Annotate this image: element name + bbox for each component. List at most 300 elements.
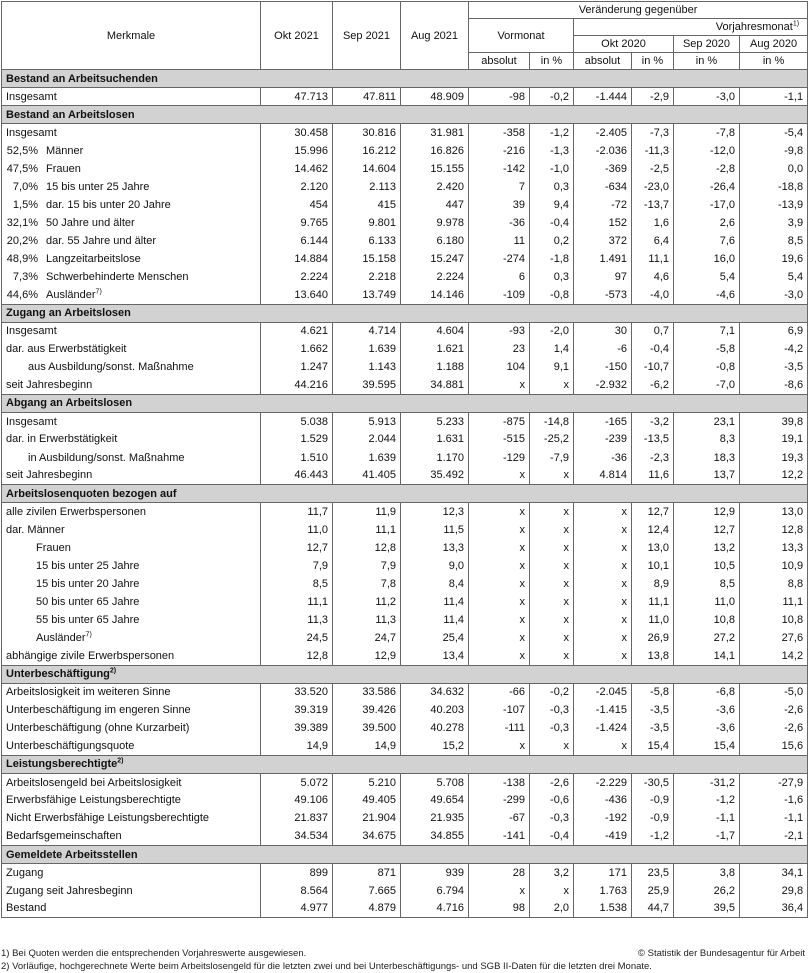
cell-value: 27,2 <box>674 629 740 647</box>
cell-value: 13.749 <box>333 286 401 304</box>
cell-value: -0,9 <box>632 791 674 809</box>
cell-value: -0,3 <box>530 701 574 719</box>
cell-value: 1.247 <box>261 358 333 376</box>
cell-value: -1,6 <box>740 791 808 809</box>
cell-value: 5.233 <box>401 412 469 430</box>
cell-value: -0,6 <box>530 791 574 809</box>
cell-value: 4.621 <box>261 322 333 340</box>
footnote-marker: 7) <box>85 631 92 639</box>
cell-value: 5.038 <box>261 412 333 430</box>
cell-value: 48.909 <box>401 88 469 106</box>
section-header-row <box>2 70 808 88</box>
cell-value: -2,0 <box>530 322 574 340</box>
row-label <box>2 882 261 900</box>
cell-value: -299 <box>469 791 530 809</box>
row-label-text: Insgesamt <box>6 90 57 103</box>
cell-value: 1.763 <box>574 882 632 900</box>
cell-value: 14.146 <box>401 286 469 304</box>
row-label-text: seit Jahresbeginn <box>6 379 93 392</box>
row-label <box>2 160 261 178</box>
cell-value: 5.708 <box>401 773 469 791</box>
row-label-text: Unterbeschäftigung (ohne Kurzarbeit) <box>6 722 190 735</box>
footnote-1: 1) Bei Quoten werden die entsprechenden Vorjahreswerte ausgewiesen. <box>1 948 307 959</box>
cell-value: -2,3 <box>632 448 674 466</box>
cell-value: -165 <box>574 412 632 430</box>
cell-value: 30.458 <box>261 124 333 142</box>
cell-value: 40.278 <box>401 719 469 737</box>
labour-market-table <box>1 1 808 918</box>
row-label-text: Frauen <box>46 162 81 175</box>
row-label <box>2 737 261 755</box>
cell-value: 11,1 <box>261 593 333 611</box>
cell-value: 6,4 <box>632 232 674 250</box>
cell-value: -875 <box>469 412 530 430</box>
cell-value: -1,7 <box>674 827 740 845</box>
row-label-text: 50 Jahre und älter <box>46 216 135 229</box>
cell-value: -23,0 <box>632 178 674 196</box>
cell-value: 25,4 <box>401 629 469 647</box>
cell-value: 6.144 <box>261 232 333 250</box>
header-vormonat: Vormonat <box>469 19 574 53</box>
cell-value: x <box>530 467 574 485</box>
header-inpct-sep2020: in % <box>674 53 740 70</box>
section-header-row <box>2 755 808 773</box>
cell-value: -18,8 <box>740 178 808 196</box>
cell-value: 11,4 <box>401 593 469 611</box>
row-label-text: dar. 55 Jahre und älter <box>46 234 157 247</box>
cell-value: -3,5 <box>632 719 674 737</box>
cell-value: 16.212 <box>333 142 401 160</box>
cell-value: 39.319 <box>261 701 333 719</box>
cell-value: 0,3 <box>530 268 574 286</box>
header-inpct-vormonat: in % <box>530 53 574 70</box>
cell-value: -36 <box>469 214 530 232</box>
cell-value: x <box>530 575 574 593</box>
cell-value: -8,6 <box>740 376 808 394</box>
cell-value: 3,2 <box>530 864 574 882</box>
cell-value: 14,2 <box>740 647 808 665</box>
cell-value: 8,5 <box>740 232 808 250</box>
row-label-text: Langzeitarbeitslose <box>46 252 141 265</box>
row-label <box>2 701 261 719</box>
table-row <box>2 719 808 737</box>
cell-value: 6.794 <box>401 882 469 900</box>
cell-value: -2,8 <box>674 160 740 178</box>
cell-value: x <box>469 737 530 755</box>
section-title-text: Abgang an Arbeitslosen <box>6 397 133 410</box>
cell-value: -129 <box>469 448 530 466</box>
cell-value: 11,9 <box>333 503 401 521</box>
cell-value: -1.415 <box>574 701 632 719</box>
cell-value: 7,8 <box>333 575 401 593</box>
cell-value: -6,2 <box>632 376 674 394</box>
cell-value: 47.811 <box>333 88 401 106</box>
cell-value: 16,0 <box>674 250 740 268</box>
footnotes <box>1 947 807 973</box>
cell-value: 15.247 <box>401 250 469 268</box>
row-label <box>2 521 261 539</box>
cell-value: 2.420 <box>401 178 469 196</box>
cell-value: 2.224 <box>261 268 333 286</box>
cell-value: -0,8 <box>530 286 574 304</box>
cell-value: 12,3 <box>401 503 469 521</box>
cell-value: 11,1 <box>632 250 674 268</box>
row-label <box>2 629 261 647</box>
cell-value: 11,5 <box>401 521 469 539</box>
cell-value: -11,3 <box>632 142 674 160</box>
cell-value: 8,9 <box>632 575 674 593</box>
cell-value: x <box>574 575 632 593</box>
cell-value: 6.133 <box>333 232 401 250</box>
row-label <box>2 719 261 737</box>
cell-value: 39.595 <box>333 376 401 394</box>
row-label <box>2 430 261 448</box>
cell-value: 13,4 <box>401 647 469 665</box>
table-row <box>2 376 808 394</box>
header-aug-2020: Aug 2020 <box>740 36 808 53</box>
cell-value: x <box>530 557 574 575</box>
cell-value: 12,7 <box>674 521 740 539</box>
table-header <box>2 2 808 70</box>
cell-value: -7,0 <box>674 376 740 394</box>
cell-value: 47.713 <box>261 88 333 106</box>
table-row <box>2 467 808 485</box>
row-label-text: Arbeitslosigkeit im weiteren Sinne <box>6 686 171 699</box>
row-label <box>2 557 261 575</box>
cell-value: -107 <box>469 701 530 719</box>
section-fill <box>261 755 808 773</box>
row-label-text: Ausländer <box>46 288 96 301</box>
row-label <box>2 467 261 485</box>
cell-value: x <box>530 593 574 611</box>
cell-value: -12,0 <box>674 142 740 160</box>
cell-value: 2.224 <box>401 268 469 286</box>
row-label-text: Bedarfsgemeinschaften <box>6 830 122 843</box>
cell-value: 26,2 <box>674 882 740 900</box>
table-row <box>2 88 808 106</box>
table-row <box>2 142 808 160</box>
cell-value: 7,9 <box>261 557 333 575</box>
table-row <box>2 448 808 466</box>
cell-value: -3,5 <box>632 701 674 719</box>
cell-value: x <box>574 737 632 755</box>
cell-value: 2.120 <box>261 178 333 196</box>
row-label <box>2 575 261 593</box>
cell-value: 0,0 <box>740 160 808 178</box>
cell-value: 36,4 <box>740 900 808 918</box>
cell-value: -0,4 <box>632 340 674 358</box>
cell-value: 23,1 <box>674 412 740 430</box>
cell-value: 1.491 <box>574 250 632 268</box>
table-row <box>2 196 808 214</box>
table-row <box>2 557 808 575</box>
section-fill <box>261 304 808 322</box>
share-percent: 48,9% <box>6 252 38 265</box>
row-label <box>2 340 261 358</box>
cell-value: -4,0 <box>632 286 674 304</box>
row-label-text: Frauen <box>36 541 71 554</box>
cell-value: 40.203 <box>401 701 469 719</box>
cell-value: 39,8 <box>740 412 808 430</box>
row-label-text: Insgesamt <box>6 415 57 428</box>
cell-value: -17,0 <box>674 196 740 214</box>
cell-value: 8,3 <box>674 430 740 448</box>
cell-value: 19,6 <box>740 250 808 268</box>
section-title-text: Leistungsberechtigte <box>6 758 118 771</box>
row-label-text: 15 bis unter 25 Jahre <box>36 559 140 572</box>
header-veraenderung: Veränderung gegenüber <box>469 2 808 19</box>
cell-value: -109 <box>469 286 530 304</box>
section-title-text: Bestand an Arbeitsuchenden <box>6 72 158 85</box>
row-label <box>2 791 261 809</box>
section-header-row <box>2 394 808 412</box>
cell-value: -31,2 <box>674 773 740 791</box>
cell-value: -0,3 <box>530 719 574 737</box>
cell-value: 46.443 <box>261 467 333 485</box>
cell-value: -67 <box>469 809 530 827</box>
cell-value: -7,9 <box>530 448 574 466</box>
section-fill <box>261 106 808 124</box>
section-title <box>2 304 261 322</box>
table-row <box>2 791 808 809</box>
cell-value: 8,5 <box>261 575 333 593</box>
row-label <box>2 503 261 521</box>
cell-value: 14.604 <box>333 160 401 178</box>
table-row <box>2 864 808 882</box>
cell-value: x <box>469 882 530 900</box>
cell-value: -515 <box>469 430 530 448</box>
cell-value: x <box>530 647 574 665</box>
table-row <box>2 430 808 448</box>
cell-value: 4,6 <box>632 268 674 286</box>
cell-value: -0,9 <box>632 809 674 827</box>
table-row <box>2 178 808 196</box>
cell-value: 13,3 <box>401 539 469 557</box>
cell-value: 12,8 <box>740 521 808 539</box>
share-percent: 44,6% <box>6 288 38 301</box>
cell-value: 899 <box>261 864 333 882</box>
cell-value: 33.520 <box>261 683 333 701</box>
header-merkmale: Merkmale <box>2 2 261 70</box>
cell-value: 14,9 <box>261 737 333 755</box>
cell-value: 11,0 <box>632 611 674 629</box>
cell-value: 1.529 <box>261 430 333 448</box>
table-row <box>2 737 808 755</box>
table-row <box>2 503 808 521</box>
cell-value: -7,8 <box>674 124 740 142</box>
cell-value: 7,9 <box>333 557 401 575</box>
cell-value: x <box>469 593 530 611</box>
cell-value: x <box>469 557 530 575</box>
cell-value: 15.158 <box>333 250 401 268</box>
cell-value: 13,3 <box>740 539 808 557</box>
source-credit: © Statistik der Bundesagentur für Arbeit <box>637 948 805 959</box>
cell-value: -98 <box>469 88 530 106</box>
row-label-text: dar. aus Erwerbstätigkeit <box>6 343 127 356</box>
row-label <box>2 268 261 286</box>
section-title-text: Unterbeschäftigung <box>6 668 110 681</box>
footnote-1-line <box>1 947 807 960</box>
cell-value: 2,6 <box>674 214 740 232</box>
cell-value: 29,8 <box>740 882 808 900</box>
row-label-text: dar. 15 bis unter 20 Jahre <box>46 198 171 211</box>
cell-value: 25,9 <box>632 882 674 900</box>
cell-value: x <box>574 521 632 539</box>
header-sep-2021: Sep 2021 <box>333 2 401 70</box>
cell-value: -0,2 <box>530 683 574 701</box>
cell-value: 4.814 <box>574 467 632 485</box>
cell-value: 11,1 <box>632 593 674 611</box>
cell-value: x <box>469 376 530 394</box>
section-title-text: Zugang an Arbeitslosen <box>6 307 131 320</box>
cell-value: -138 <box>469 773 530 791</box>
cell-value: 4.714 <box>333 322 401 340</box>
row-label-text: Bestand <box>6 902 47 915</box>
cell-value: 152 <box>574 214 632 232</box>
cell-value: -1.444 <box>574 88 632 106</box>
cell-value: 13,8 <box>632 647 674 665</box>
row-label <box>2 358 261 376</box>
cell-value: 15.996 <box>261 142 333 160</box>
cell-value: 4.977 <box>261 900 333 918</box>
cell-value: -13,7 <box>632 196 674 214</box>
cell-value: -2.405 <box>574 124 632 142</box>
cell-value: 28 <box>469 864 530 882</box>
cell-value: -2,6 <box>530 773 574 791</box>
cell-value: 12,9 <box>333 647 401 665</box>
cell-value: 15,4 <box>674 737 740 755</box>
section-fill <box>261 846 808 864</box>
row-label-text: 15 bis unter 20 Jahre <box>36 577 140 590</box>
cell-value: 1.188 <box>401 358 469 376</box>
cell-value: x <box>469 629 530 647</box>
cell-value: -1,2 <box>674 791 740 809</box>
row-label <box>2 773 261 791</box>
cell-value: -13,9 <box>740 196 808 214</box>
cell-value: 11,3 <box>261 611 333 629</box>
table-row <box>2 412 808 430</box>
cell-value: x <box>469 647 530 665</box>
section-title <box>2 394 261 412</box>
cell-value: -66 <box>469 683 530 701</box>
cell-value: 2.218 <box>333 268 401 286</box>
cell-value: 44,7 <box>632 900 674 918</box>
cell-value: 1.662 <box>261 340 333 358</box>
cell-value: 15,2 <box>401 737 469 755</box>
cell-value: -192 <box>574 809 632 827</box>
cell-value: -7,3 <box>632 124 674 142</box>
cell-value: 21.837 <box>261 809 333 827</box>
cell-value: -2.932 <box>574 376 632 394</box>
header-vorjahresmonat: Vorjahresmonat$^{1)}$ <box>574 19 808 36</box>
cell-value: 12,4 <box>632 521 674 539</box>
cell-value: 0,3 <box>530 178 574 196</box>
row-label-text: Zugang <box>6 866 44 879</box>
cell-value: -5,0 <box>740 683 808 701</box>
cell-value: -111 <box>469 719 530 737</box>
row-label <box>2 322 261 340</box>
table-row <box>2 268 808 286</box>
cell-value: x <box>574 647 632 665</box>
cell-value: 34,1 <box>740 864 808 882</box>
row-label-text: Insgesamt <box>6 325 57 338</box>
row-label-text: abhängige zivile Erwerbspersonen <box>6 649 175 662</box>
cell-value: 21.904 <box>333 809 401 827</box>
cell-value: 11,0 <box>261 521 333 539</box>
cell-value: -2.229 <box>574 773 632 791</box>
cell-value: 13.640 <box>261 286 333 304</box>
section-title <box>2 106 261 124</box>
cell-value: 44.216 <box>261 376 333 394</box>
cell-value: 14,1 <box>674 647 740 665</box>
section-fill <box>261 485 808 503</box>
cell-value: -72 <box>574 196 632 214</box>
cell-value: 1.143 <box>333 358 401 376</box>
cell-value: 6,9 <box>740 322 808 340</box>
cell-value: -2,6 <box>740 719 808 737</box>
cell-value: 30.816 <box>333 124 401 142</box>
cell-value: 12,8 <box>261 647 333 665</box>
section-fill <box>261 70 808 88</box>
cell-value: -1.424 <box>574 719 632 737</box>
table-row <box>2 611 808 629</box>
table-row <box>2 701 808 719</box>
cell-value: -634 <box>574 178 632 196</box>
row-label <box>2 683 261 701</box>
row-label-text: Nicht Erwerbsfähige Leistungsberechtigte <box>6 812 210 825</box>
cell-value: 8,8 <box>740 575 808 593</box>
cell-value: x <box>530 376 574 394</box>
cell-value: -2.036 <box>574 142 632 160</box>
cell-value: 9,1 <box>530 358 574 376</box>
cell-value: 11,3 <box>333 611 401 629</box>
row-label-text: seit Jahresbeginn <box>6 469 93 482</box>
cell-value: x <box>574 503 632 521</box>
row-label <box>2 900 261 918</box>
cell-value: 10,8 <box>740 611 808 629</box>
cell-value: 1,6 <box>632 214 674 232</box>
cell-value: 104 <box>469 358 530 376</box>
share-percent: 47,5% <box>6 162 38 175</box>
cell-value: 11,7 <box>261 503 333 521</box>
cell-value: 11,6 <box>632 467 674 485</box>
cell-value: 1.639 <box>333 340 401 358</box>
row-label-text: 15 bis unter 25 Jahre <box>46 180 150 193</box>
row-label <box>2 286 261 304</box>
cell-value: -358 <box>469 124 530 142</box>
cell-value: -0,4 <box>530 214 574 232</box>
cell-value: 49.106 <box>261 791 333 809</box>
row-label <box>2 647 261 665</box>
cell-value: -0,3 <box>530 809 574 827</box>
cell-value: -0,8 <box>674 358 740 376</box>
cell-value: 5.072 <box>261 773 333 791</box>
cell-value: -1,3 <box>530 142 574 160</box>
row-label-text: in Ausbildung/sonst. Maßnahme <box>28 451 185 464</box>
table-row <box>2 882 808 900</box>
cell-value: -573 <box>574 286 632 304</box>
table-row <box>2 340 808 358</box>
cell-value: -3,6 <box>674 719 740 737</box>
table-row <box>2 250 808 268</box>
cell-value: x <box>469 539 530 557</box>
cell-value: 97 <box>574 268 632 286</box>
row-label-text: Unterbeschäftigungsquote <box>6 740 135 752</box>
cell-value: 5,4 <box>674 268 740 286</box>
cell-value: x <box>530 737 574 755</box>
share-percent: 7,0% <box>12 180 38 193</box>
cell-value: x <box>574 629 632 647</box>
